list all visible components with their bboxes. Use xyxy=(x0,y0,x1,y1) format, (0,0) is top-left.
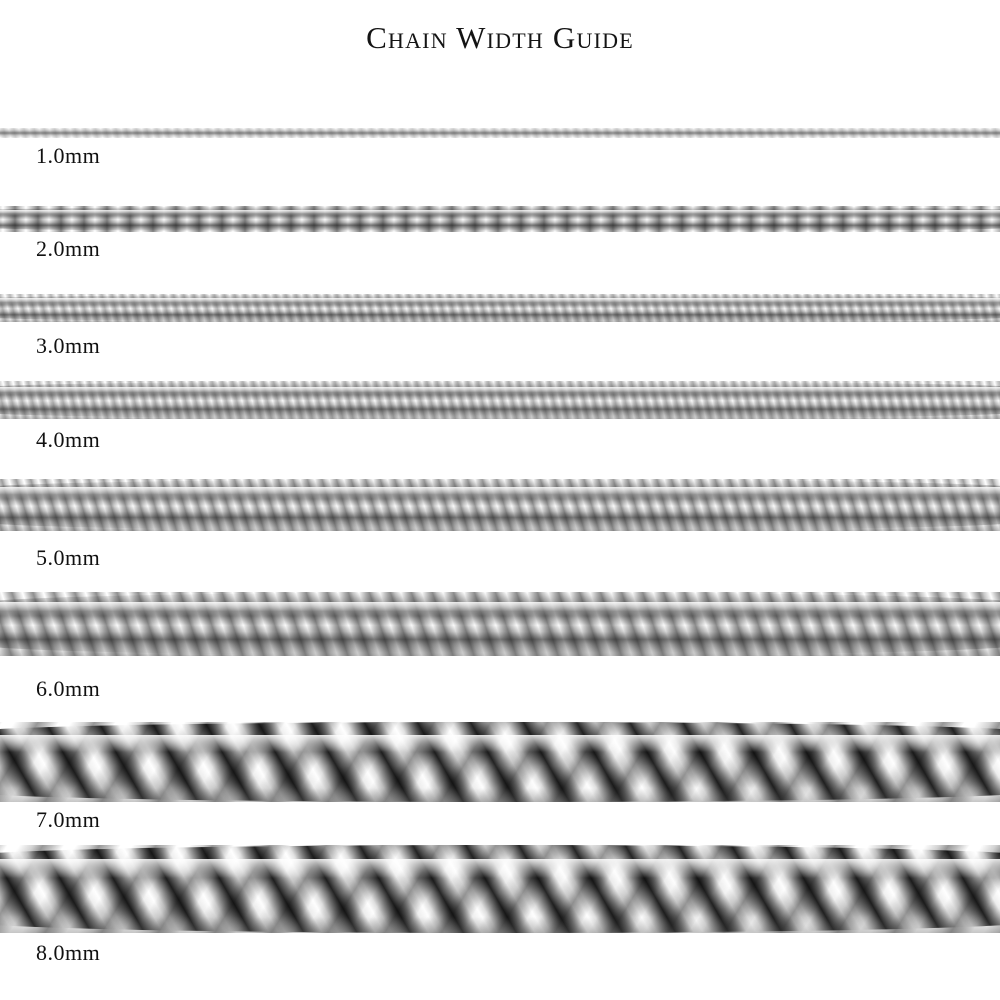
chain-label-6-0mm: 6.0mm xyxy=(36,676,101,701)
chain-label-7-0mm: 7.0mm xyxy=(36,807,101,832)
chain-image-2-0mm xyxy=(0,206,1000,232)
chain-image-6-0mm xyxy=(0,592,1000,656)
chain-link-texture xyxy=(0,592,1000,656)
chain-link-texture xyxy=(0,206,1000,232)
chain-image-3-0mm xyxy=(0,294,1000,322)
chain-link-texture xyxy=(0,722,1000,802)
chain-image-5-0mm xyxy=(0,479,1000,531)
chain-label-5-0mm: 5.0mm xyxy=(36,545,101,570)
chain-label-8-0mm: 8.0mm xyxy=(36,940,101,965)
chain-link-texture xyxy=(0,294,1000,322)
chain-link-texture xyxy=(0,128,1000,138)
chain-link-texture xyxy=(0,381,1000,419)
chain-image-1-0mm xyxy=(0,128,1000,138)
chain-link-texture xyxy=(0,845,1000,933)
chain-image-7-0mm xyxy=(0,722,1000,802)
chain-label-3-0mm: 3.0mm xyxy=(36,333,101,358)
chain-image-8-0mm xyxy=(0,845,1000,933)
page-title: Chain Width Guide xyxy=(366,20,634,55)
chain-label-4-0mm: 4.0mm xyxy=(36,427,101,452)
chain-label-1-0mm: 1.0mm xyxy=(36,143,101,168)
chain-image-4-0mm xyxy=(0,381,1000,419)
chain-link-texture xyxy=(0,479,1000,531)
chain-label-2-0mm: 2.0mm xyxy=(36,236,101,261)
